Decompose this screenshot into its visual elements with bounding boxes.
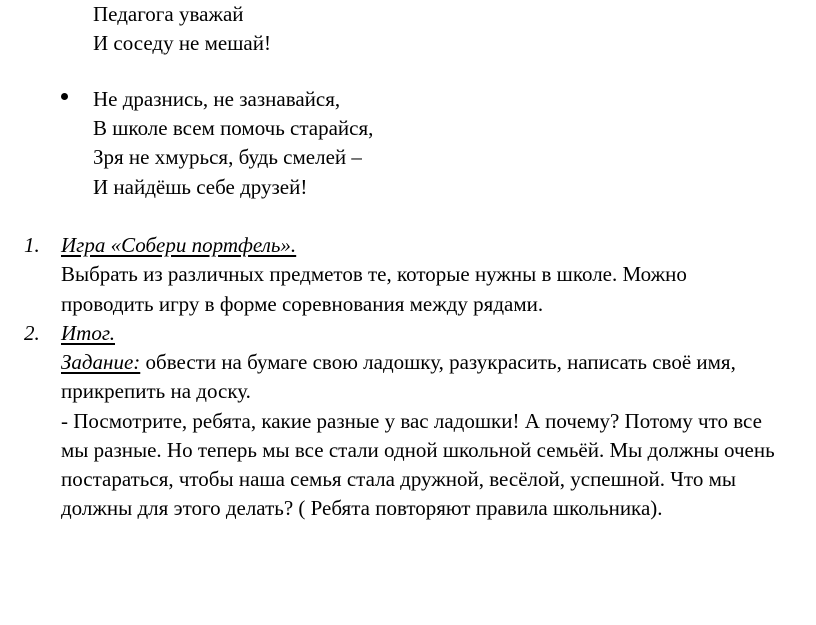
poem-line: Не дразнись, не зазнавайся, (93, 87, 341, 111)
item-text: прикрепить на доску. (61, 379, 251, 403)
poem-line: В школе всем помочь старайся, (93, 116, 374, 140)
item-title: Итог. (61, 321, 115, 345)
list-number: 2. (24, 321, 40, 345)
task-label: Задание: (61, 350, 141, 374)
item-text: проводить игру в форме соревнования между рядами. (61, 292, 544, 316)
poem-line: Педагога уважай (93, 2, 244, 26)
task-line (61, 350, 736, 374)
list-number: 1. (24, 233, 40, 257)
poem-line: Зря не хмурься, будь смелей – (93, 145, 362, 169)
task-text: обвести на бумаге свою ладошку, разукрасить, написать своё имя, (140, 350, 736, 374)
poem-line: И найдёшь себе друзей! (93, 175, 308, 199)
poem-line: И соседу не мешай! (93, 31, 271, 55)
bullet-icon (61, 93, 68, 100)
item-text: постараться, чтобы наша семья стала дружной, весёлой, успешной. Что мы (61, 467, 736, 491)
item-text: - Посмотрите, ребята, какие разные у вас ладошки! А почему? Потому что все (61, 409, 762, 433)
item-text: мы разные. Но теперь мы все стали одной школьной семьёй. Мы должны очень (61, 438, 775, 462)
item-text: должны для этого делать? ( Ребята повторяют правила школьника). (61, 496, 663, 520)
item-title: Игра «Собери портфель». (61, 233, 297, 257)
item-text: Выбрать из различных предметов те, которые нужны в школе. Можно (61, 262, 687, 286)
